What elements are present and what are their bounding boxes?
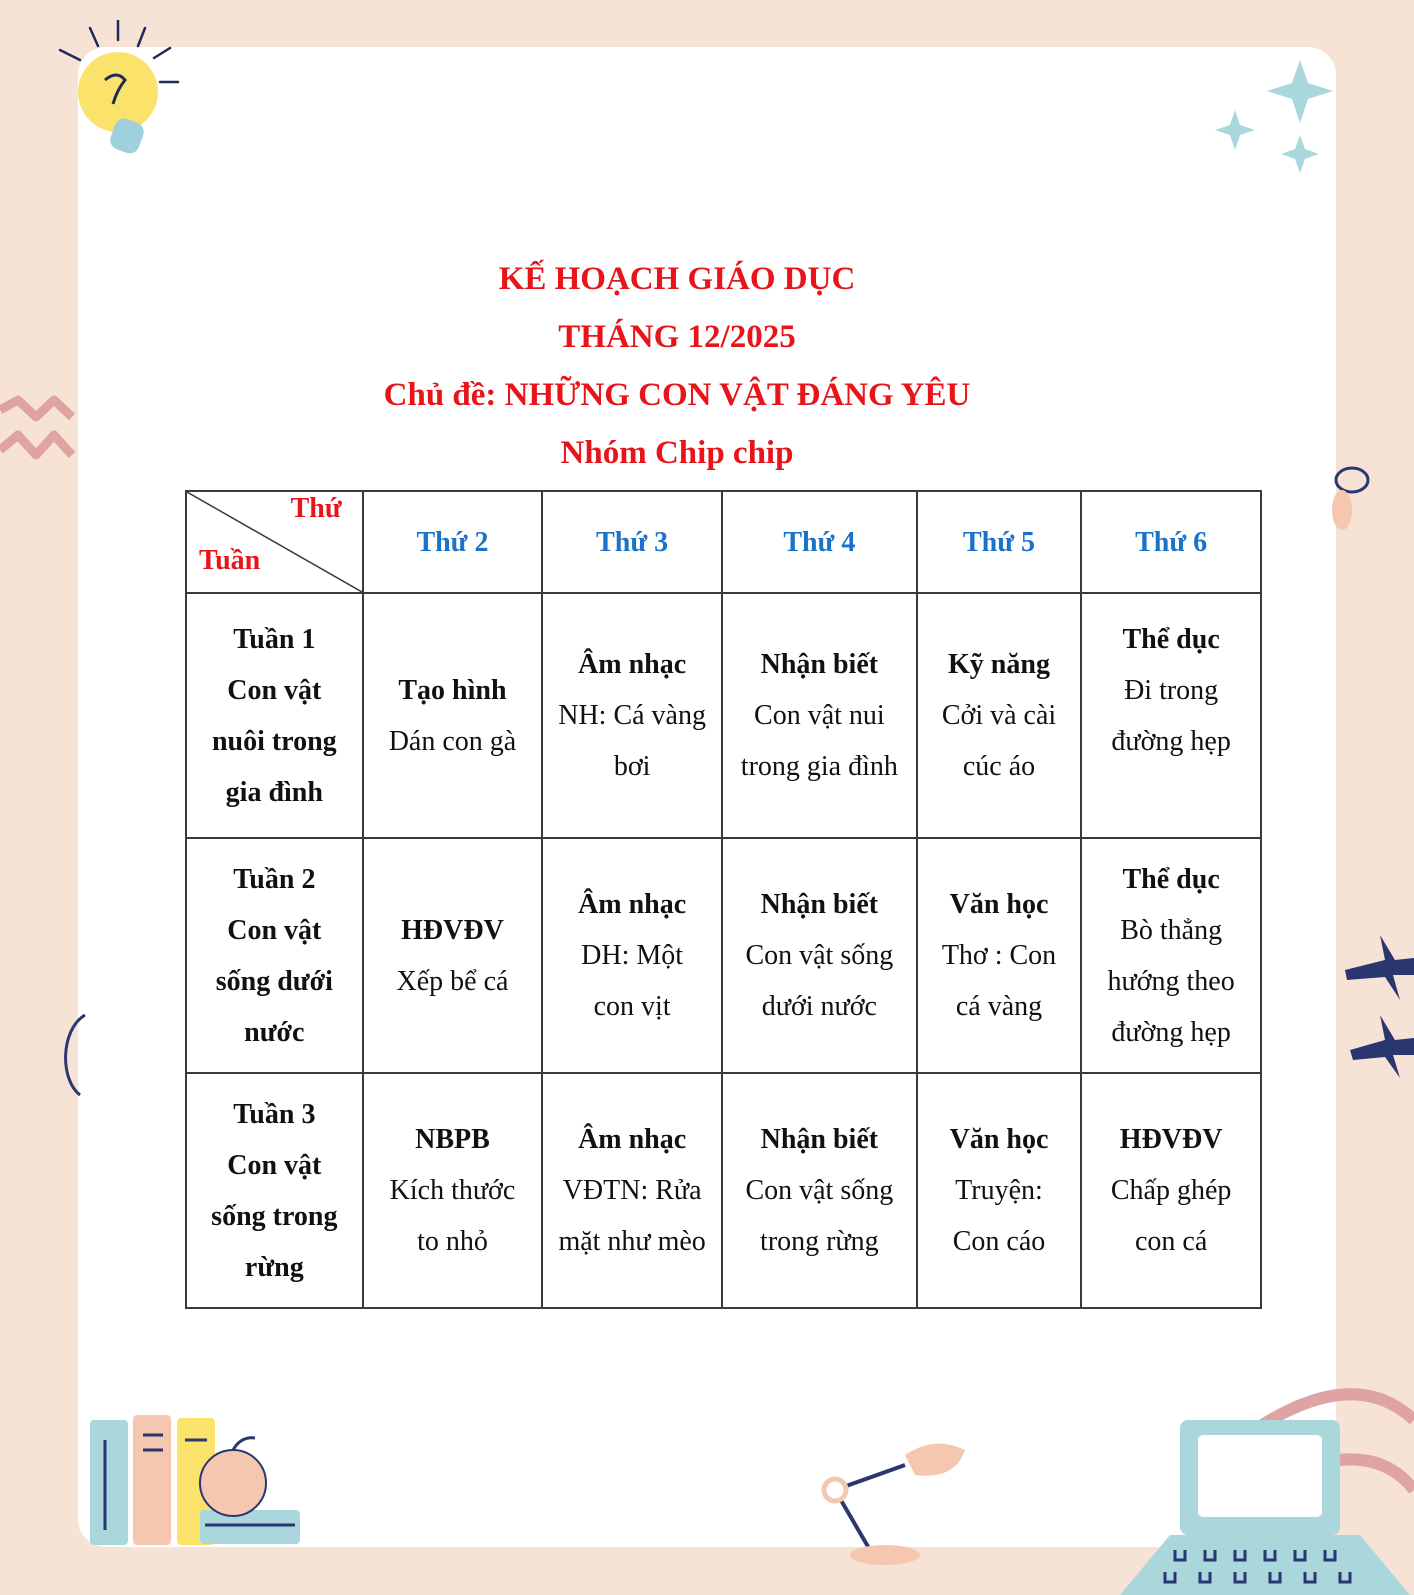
lightbulb-icon xyxy=(50,20,190,155)
activity-text: Con vật nui xyxy=(754,700,885,731)
activity-cell xyxy=(917,593,1082,838)
activity-text: cúc áo xyxy=(962,751,1036,782)
corner-cell xyxy=(186,491,363,593)
activity-text: bơi xyxy=(613,751,651,782)
activity-subject: HĐVĐV xyxy=(401,914,504,946)
activity-cell xyxy=(542,1073,722,1308)
activity-cell xyxy=(722,593,917,838)
activity-cell xyxy=(1081,838,1261,1073)
plane-icon xyxy=(1345,930,1414,1080)
activity-text: cá vàng xyxy=(955,991,1043,1022)
activity-text: Cởi và cài xyxy=(941,700,1057,731)
activity-text: Xếp bể cá xyxy=(396,965,509,997)
activity-cell xyxy=(1081,1073,1261,1308)
activity-subject: Văn học xyxy=(949,889,1049,920)
activity-text: to nhỏ xyxy=(417,1226,488,1257)
column-header: Thứ 2 xyxy=(363,491,543,593)
activity-cell xyxy=(917,1073,1082,1308)
sparkle-icon xyxy=(1205,55,1345,185)
activity-subject: Nhận biết xyxy=(760,1124,879,1155)
activity-text: Kích thước xyxy=(389,1175,516,1206)
activity-text: trong gia đình xyxy=(740,751,898,782)
activity-cell xyxy=(1081,593,1261,838)
activity-subject: Kỹ năng xyxy=(948,649,1050,680)
activity-cell xyxy=(363,593,543,838)
column-header: Thứ 5 xyxy=(917,491,1082,593)
activity-text: trong rừng xyxy=(760,1226,879,1257)
activity-text: mặt như mèo xyxy=(558,1226,706,1257)
document-month: THÁNG 12/2025 xyxy=(558,319,796,355)
activity-subject: Âm nhạc xyxy=(578,889,687,920)
document-theme: Chủ đề: NHỮNG CON VẬT ĐÁNG YÊU xyxy=(383,377,971,413)
activity-text: hướng theo xyxy=(1107,965,1235,997)
document-group: Nhóm Chip chip xyxy=(560,435,794,471)
activity-text: Chấp ghép xyxy=(1110,1175,1232,1206)
table-row xyxy=(186,593,1261,838)
activity-subject: NBPB xyxy=(415,1124,490,1155)
activity-subject: Thể dục xyxy=(1122,624,1220,655)
activity-text: Thơ : Con xyxy=(941,940,1057,971)
schedule-table xyxy=(185,490,1262,1309)
activity-subject: Nhận biết xyxy=(760,889,879,920)
table-row xyxy=(186,838,1261,1073)
week-label-cell: Tuần 1 Con vật nuôi trong gia đình xyxy=(186,593,363,838)
activity-subject: Âm nhạc xyxy=(578,1124,687,1155)
corner-label-day: Thứ xyxy=(290,493,342,524)
activity-text: con vịt xyxy=(593,991,671,1022)
week-label-cell: Tuần 2 Con vật sống dưới nước xyxy=(186,838,363,1073)
books-icon xyxy=(85,1410,310,1550)
table-header-row xyxy=(186,491,1261,593)
column-header: Thứ 3 xyxy=(542,491,722,593)
activity-text: Đi trong xyxy=(1124,675,1219,706)
corner-label-week: Tuần xyxy=(199,545,261,576)
activity-text: Con cáo xyxy=(952,1226,1046,1257)
activity-text: đường hẹp xyxy=(1111,726,1231,757)
activity-cell xyxy=(363,1073,543,1308)
column-header: Thứ 6 xyxy=(1081,491,1261,593)
activity-text: Truyện: xyxy=(955,1175,1043,1206)
title-block xyxy=(0,250,1354,482)
activity-cell xyxy=(542,838,722,1073)
week-label-cell: Tuần 3 Con vật sống trong rừng xyxy=(186,1073,363,1308)
activity-cell xyxy=(722,1073,917,1308)
document-title: KẾ HOẠCH GIÁO DỤC xyxy=(498,261,856,297)
activity-cell xyxy=(542,593,722,838)
activity-text: Con vật sống xyxy=(745,1175,894,1206)
table-row xyxy=(186,1073,1261,1308)
activity-cell xyxy=(363,838,543,1073)
activity-text: Bò thẳng xyxy=(1120,914,1223,946)
activity-text: con cá xyxy=(1134,1226,1208,1257)
laptop-icon xyxy=(1060,1380,1414,1595)
activity-cell xyxy=(722,838,917,1073)
activity-subject: Âm nhạc xyxy=(578,649,687,680)
desk-lamp-icon xyxy=(810,1435,985,1570)
activity-subject: Nhận biết xyxy=(760,649,879,680)
activity-subject: HĐVĐV xyxy=(1119,1124,1223,1155)
activity-text: DH: Một xyxy=(581,940,684,971)
activity-text: Con vật sống xyxy=(745,940,894,971)
activity-text: VĐTN: Rửa xyxy=(562,1175,702,1206)
ring-icon xyxy=(60,1010,90,1100)
activity-subject: Văn học xyxy=(949,1124,1049,1155)
activity-text: Dán con gà xyxy=(388,725,517,757)
activity-cell xyxy=(917,838,1082,1073)
column-header: Thứ 4 xyxy=(722,491,917,593)
activity-text: NH: Cá vàng xyxy=(558,700,706,731)
activity-subject: Tạo hình xyxy=(398,674,507,706)
activity-text: dưới nước xyxy=(761,991,877,1022)
activity-text: đường hẹp xyxy=(1111,1016,1231,1048)
activity-subject: Thể dục xyxy=(1122,863,1220,895)
